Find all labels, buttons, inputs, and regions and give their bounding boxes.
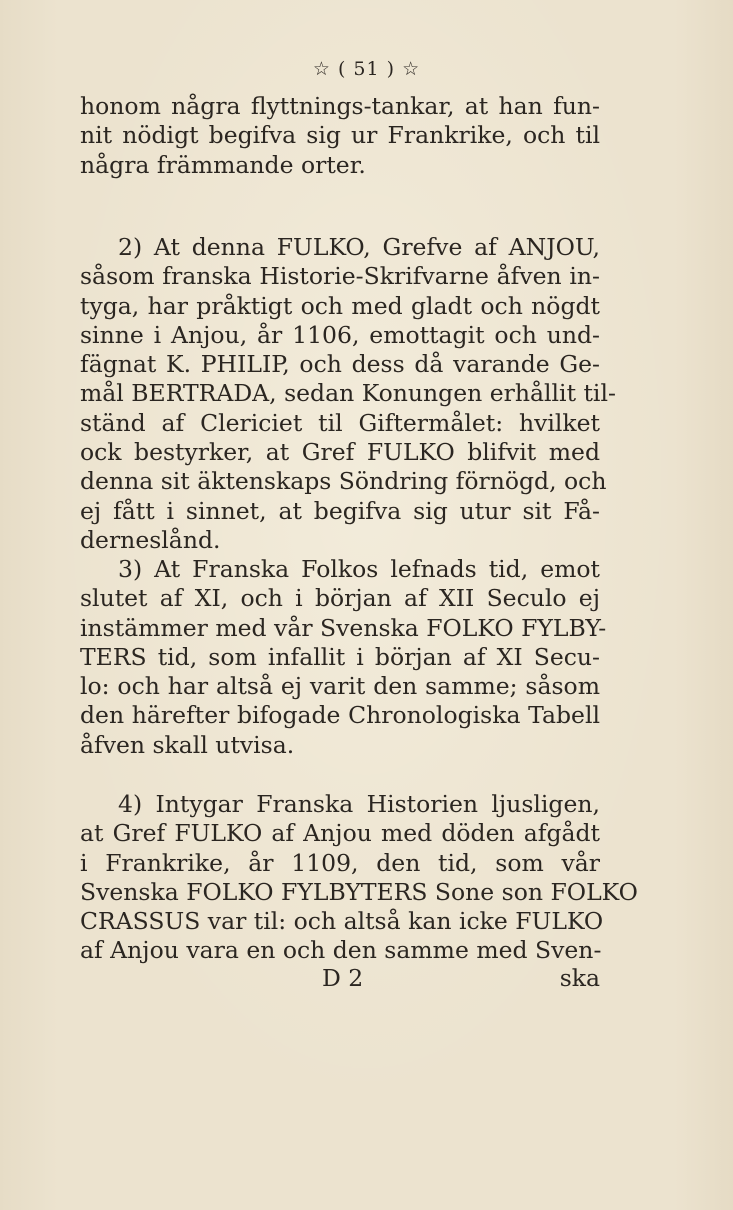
- paragraph-4: [80, 790, 638, 966]
- text-line: fägnat K. PHILIP, och dess då varande Ge-: [80, 350, 600, 379]
- text-line: några främmande orter.: [80, 150, 366, 179]
- paragraph-1: [80, 92, 600, 180]
- text-line: sinne i Anjou, år 1106, emottagit och und-: [80, 320, 600, 349]
- text-line: af Anjou vara en och den samme med Sven-: [80, 936, 602, 965]
- text-line: tyga, har pråktigt och med gladt och nögdt: [80, 291, 600, 320]
- text-line: ock bestyrker, at Gref FULKO blifvit med: [80, 438, 600, 467]
- paragraph-2: [80, 233, 616, 555]
- text-line: ständ af Clericiet til Giftermålet: hvilket: [80, 408, 600, 437]
- text-line: ej fått i sinnet, at begifva sig utur sit Få-: [80, 496, 600, 525]
- text-line: derneslånd.: [80, 525, 221, 554]
- text-line: denna sit äktenskaps Söndring förnögd, och: [80, 467, 607, 496]
- text-line: såsom franska Historie-Skrifvarne åfven in-: [80, 262, 600, 291]
- page-header: ☆ ( 51 ) ☆: [312, 58, 421, 80]
- text-line: at Gref FULKO af Anjou med döden afgådt: [80, 819, 600, 848]
- text-line: åfven skall utvisa.: [80, 730, 295, 759]
- text-line: lo: och har altså ej varit den samme; såsom: [80, 672, 600, 701]
- text-line: instämmer med vår Svenska FOLKO FYLBY-: [80, 613, 607, 642]
- text-line: slutet af XI, och i början af XII Seculo ej: [80, 584, 600, 613]
- text-line: honom några flyttnings-tankar, at han fun-: [80, 92, 600, 120]
- text-line: 4) Intygar Franska Historien ljusligen,: [118, 790, 600, 818]
- text-line: i Frankrike, år 1109, den tid, som vår: [80, 848, 600, 877]
- text-line: TERS tid, som infallit i början af XI Secu-: [80, 642, 600, 671]
- text-line: 3) At Franska Folkos lefnads tid, emot: [118, 555, 600, 583]
- text-line: den härefter bifogade Chronologiska Tabell: [80, 701, 600, 730]
- text-line: nit nödigt begifva sig ur Frankrike, och til: [80, 121, 600, 150]
- catchword: ska: [559, 964, 600, 992]
- signature-mark: D 2: [322, 964, 364, 992]
- text-line: CRASSUS var til: och altså kan icke FULKO: [80, 907, 604, 936]
- text-line: 2) At denna FULKO, Grefve af ANJOU,: [118, 233, 600, 261]
- paragraph-3: [80, 555, 607, 760]
- text-line: mål BERTRADA, sedan Konungen erhållit til-: [80, 379, 616, 408]
- text-line: Svenska FOLKO FYLBYTERS Sone son FOLKO: [80, 877, 638, 906]
